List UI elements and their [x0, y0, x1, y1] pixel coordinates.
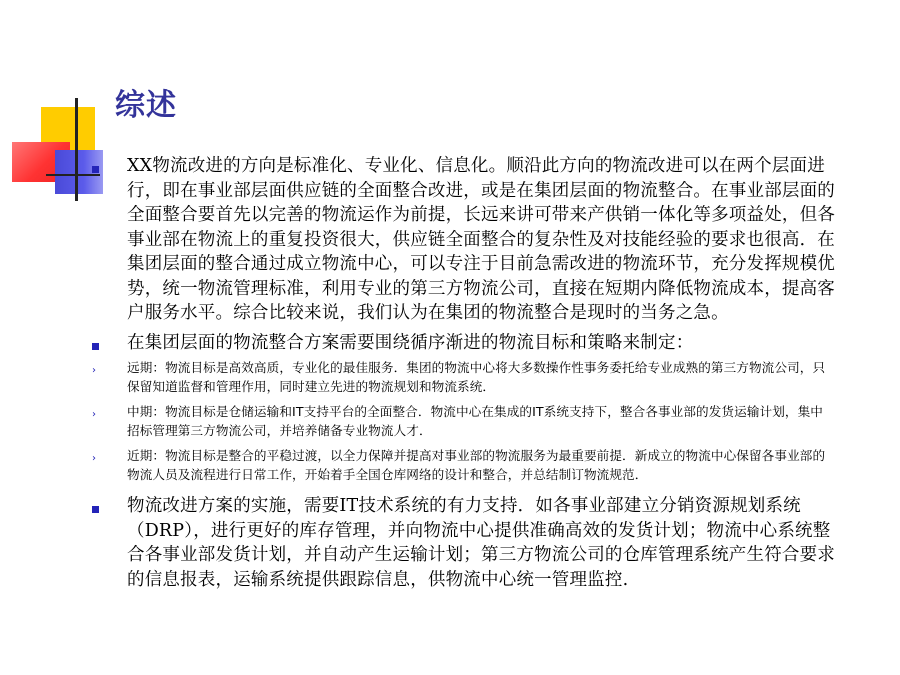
square-bullet-icon: [92, 343, 99, 350]
bullet-item-group-plan: [90, 331, 835, 356]
square-bullet-icon: [92, 166, 99, 173]
sub-item-text: 中期：物流目标是仓储运输和IT支持平台的全面整合．物流中心在集成的IT系统支持下，整合各事业部的发货运输计划，集中招标管理第三方物流公司，并培养储备专业物流人才．: [127, 404, 823, 438]
arrow-bullet-icon: ›: [92, 409, 96, 420]
vertical-rule: [75, 98, 78, 201]
sub-item-mid-term: [90, 403, 835, 440]
sub-bullet-list: [90, 359, 835, 484]
slide-body: [90, 154, 835, 592]
bullet-text: XX物流改进的方向是标准化、专业化、信息化。顺沿此方向的物流改进可以在两个层面进行，即在事业部层面供应链的全面整合改进，或是在集团层面的物流整合。在事业部层面的全面整合要首先以完善的物流运作为前提，长远来讲可带来产供销一体化等多项益处，但各事业部在物流上的重复投资很大，供应链全面整合的复杂性及对技能经验的要求也很高．在集团层面的整合通过成立物流中心，可以专注于目前急需改进的物流环节，充分发挥规模优势，统一物流管理标准，利用专业的第三方物流公司，直接在短期内降低物流成本，提高客户服务水平。综合比较来说，我们认为在集团的物流整合是现时的当务之急。: [127, 156, 835, 323]
bullet-text: 物流改进方案的实施，需要IT技术系统的有力支持．如各事业部建立分销资源规划系统（DRP），进行更好的库存管理，并向物流中心提供准确高效的发货计划；物流中心系统整合各事业部发货计划，并自动产生运输计划；第三方物流公司的仓库管理系统产生符合要求的信息报表，运输系统提供跟踪信息，供物流中心统一管理监控.: [127, 496, 835, 590]
bullet-text: 在集团层面的物流整合方案需要围绕循序渐进的物流目标和策略来制定：: [127, 332, 694, 353]
slide-title: 综述: [115, 88, 177, 123]
sub-item-text: 近期：物流目标是整合的平稳过渡，以全力保障并提高对事业部的物流服务为最重要前提．新成立的物流中心保留各事业部的物流人员及流程进行日常工作，开始着手全国仓库网络的设计和整合，并总结制订物流规范．: [127, 448, 826, 482]
sub-item-long-term: [90, 359, 835, 396]
bullet-item-it-support: [90, 494, 835, 592]
arrow-bullet-icon: ›: [92, 453, 96, 464]
square-bullet-icon: [92, 506, 99, 513]
sub-item-short-term: [90, 447, 835, 484]
sub-item-text: 远期：物流目标是高效高质，专业化的最佳服务．集团的物流中心将大多数操作性事务委托给专业成熟的第三方物流公司，只保留知道监督和管理作用，同时建立先进的物流规划和物流系统．: [127, 360, 826, 394]
bullet-item-overview: [90, 154, 835, 326]
arrow-bullet-icon: ›: [92, 365, 96, 376]
